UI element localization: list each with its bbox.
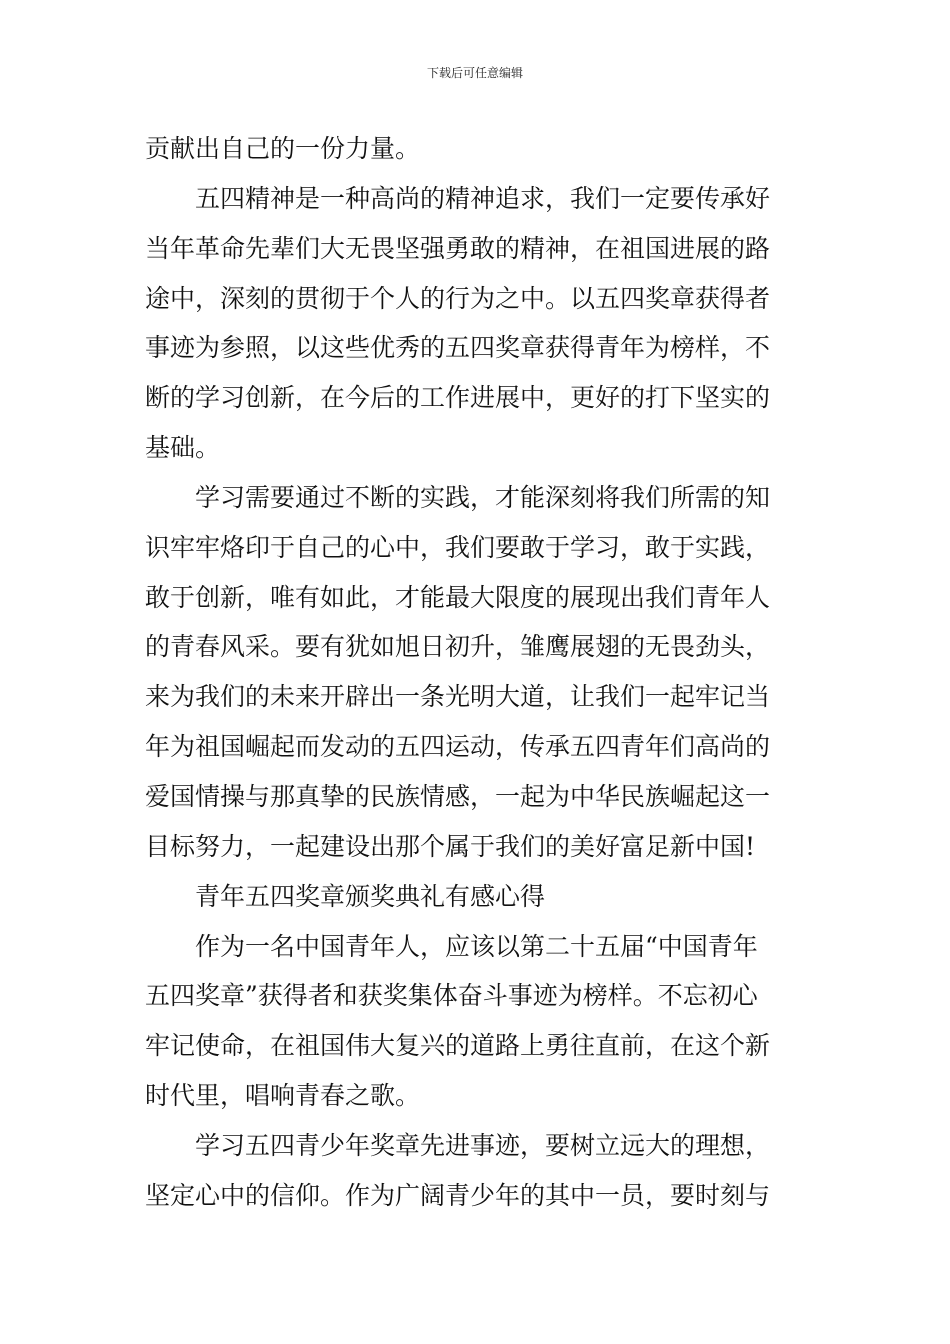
text-line: 敢于创新，唯有如此，才能最大限度的展现出我们青年人 bbox=[145, 582, 771, 612]
text-line: 爱国情操与那真挚的民族情感，一起为中华民族崛起这一 bbox=[145, 781, 771, 811]
text-line: 基础。 bbox=[145, 433, 221, 463]
paragraph-start-line: 五四精神是一种高尚的精神追求，我们一定要传承好 bbox=[195, 183, 771, 213]
text-line: 来为我们的未来开辟出一条光明大道，让我们一起牢记当 bbox=[145, 682, 771, 712]
text-line: 坚定心中的信仰。作为广阔青少年的其中一员，要时刻与 bbox=[145, 1180, 771, 1210]
paragraph-start-line: 作为一名中国青年人，应该以第二十五届“中国青年 bbox=[195, 931, 758, 961]
text-line: 事迹为参照，以这些优秀的五四奖章获得青年为榜样，不 bbox=[145, 333, 771, 363]
text-line: 时代里，唱响青春之歌。 bbox=[145, 1081, 421, 1111]
document-body bbox=[145, 124, 810, 1221]
text-line: 五四奖章”获得者和获奖集体奋斗事迹为榜样。不忘初心 bbox=[145, 981, 758, 1011]
text-line: 断的学习创新，在今后的工作进展中，更好的打下坚实的 bbox=[145, 383, 771, 413]
text-line: 途中，深刻的贯彻于个人的行为之中。以五四奖章获得者 bbox=[145, 283, 771, 313]
text-line: 的青春风采。要有犹如旭日初升，雏鹰展翅的无畏劲头， bbox=[145, 632, 771, 662]
paragraph-start-line: 学习需要通过不断的实践，才能深刻将我们所需的知 bbox=[195, 482, 771, 512]
paragraph-start-line: 学习五四青少年奖章先进事迹，要树立远大的理想， bbox=[195, 1130, 771, 1160]
page-header-note: 下载后可任意编辑 bbox=[426, 66, 523, 80]
text-line: 贡献出自己的一份力量。 bbox=[145, 134, 421, 163]
text-line: 识牢牢烙印于自己的心中，我们要敢于学习，敢于实践， bbox=[145, 532, 771, 562]
text-line: 年为祖国崛起而发动的五四运动，传承五四青年们高尚的 bbox=[145, 732, 771, 762]
section-heading: 青年五四奖章颁奖典礼有感心得 bbox=[195, 881, 546, 911]
text-line: 当年革命先辈们大无畏坚强勇敢的精神，在祖国进展的路 bbox=[145, 233, 771, 263]
text-line: 目标努力，一起建设出那个属于我们的美好富足新中国! bbox=[145, 831, 756, 861]
text-line: 牢记使命，在祖国伟大复兴的道路上勇往直前，在这个新 bbox=[145, 1031, 771, 1061]
